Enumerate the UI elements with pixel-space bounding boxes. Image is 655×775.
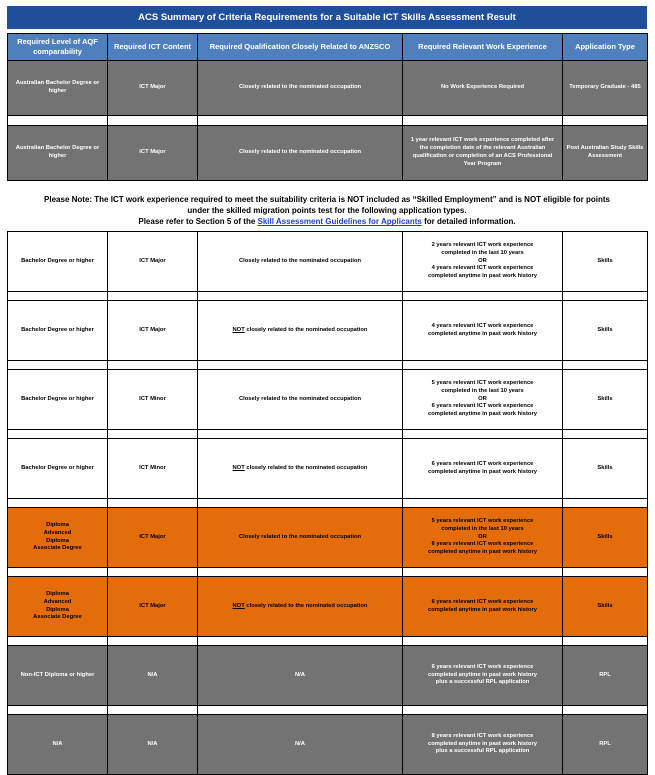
cell-aqf-line: Advanced: [43, 598, 72, 605]
cell-qualification-text: closely related to the nominated occupation: [244, 464, 368, 471]
cell-work-line: 4 years relevant ICT work experience: [431, 322, 534, 329]
table-row: [8, 232, 648, 292]
note-line-2: under the skilled migration points test for the following application types.: [187, 206, 467, 216]
cell-aqf: [8, 232, 108, 292]
cell-aqf: [8, 508, 108, 568]
cell-qualification: [198, 439, 403, 499]
table-spacer-row: [8, 637, 648, 646]
document-title: ACS Summary of Criteria Requirements for a Suitable ICT Skills Assessment Result: [7, 6, 647, 29]
cell-work: [403, 370, 563, 430]
cell-work-line: 2 years relevant ICT work experience: [431, 241, 534, 248]
cell-work-line: plus a successful RPL application: [435, 748, 530, 755]
cell-aqf-line: Diploma: [46, 606, 69, 613]
cell-work-line: completed anytime in past work history: [428, 273, 537, 280]
cell-work-line: 6 years relevant ICT work experience: [431, 598, 534, 605]
cell-ict: ICT Major: [108, 577, 198, 637]
header-ict-content: Required ICT Content: [108, 34, 198, 61]
cell-ict: N/A: [108, 646, 198, 706]
cell-work-line: OR: [478, 257, 487, 264]
cell-work: 1 year relevant ICT work experience completed after the completion date of the relevant Australian qualification or completion of an ACS Professional Year Program: [403, 126, 563, 181]
cell-aqf-line: N/A: [52, 740, 63, 747]
cell-aqf-line: Associate Degree: [33, 545, 82, 552]
cell-ict: ICT Major: [108, 232, 198, 292]
cell-work-line: completed anytime in past work history: [428, 468, 537, 475]
skills-requirements-table: [7, 231, 648, 775]
cell-qualification-text: Closely related to the nominated occupation: [238, 533, 362, 540]
cell-qualification: [198, 370, 403, 430]
cell-qualification: [198, 577, 403, 637]
cell-ict: ICT Major: [108, 126, 198, 181]
cell-aqf-line: Bachelor Degree or higher: [21, 257, 94, 264]
cell-work-line: completed in the last 10 years: [441, 249, 524, 256]
cell-work-line: completed anytime in past work history: [428, 671, 537, 678]
cell-application: Skills: [563, 508, 648, 568]
cell-qualification: Closely related to the nominated occupation: [198, 61, 403, 116]
cell-work: No Work Experience Required: [403, 61, 563, 116]
suitability-note: [7, 194, 647, 228]
cell-application: Skills: [563, 439, 648, 499]
cell-ict: ICT Major: [108, 61, 198, 116]
cell-aqf: [8, 646, 108, 706]
table-row: [8, 646, 648, 706]
cell-qualification: [198, 301, 403, 361]
cell-aqf-line: Bachelor Degree or higher: [21, 395, 94, 402]
table-spacer-row: [8, 430, 648, 439]
cell-aqf: [8, 715, 108, 775]
cell-ict: ICT Major: [108, 301, 198, 361]
table-row: [8, 577, 648, 637]
cell-aqf: [8, 439, 108, 499]
cell-ict: N/A: [108, 715, 198, 775]
cell-application: Temporary Graduate - 485: [563, 61, 648, 116]
cell-work-line: OR: [478, 533, 487, 540]
cell-work: [403, 646, 563, 706]
cell-work: [403, 715, 563, 775]
not-emphasis: NOT: [232, 464, 245, 471]
header-aqf: Required Level of AQF comparability: [8, 34, 108, 61]
cell-qualification: [198, 646, 403, 706]
cell-aqf-line: Bachelor Degree or higher: [21, 326, 94, 333]
cell-ict: ICT Minor: [108, 370, 198, 430]
not-emphasis: NOT: [232, 326, 245, 333]
cell-application: RPL: [563, 715, 648, 775]
cell-aqf: [8, 577, 108, 637]
table-spacer-row: [8, 499, 648, 508]
table-spacer-row: [8, 706, 648, 715]
table-row: [8, 715, 648, 775]
note-line-3-suffix: for detailed information.: [421, 217, 516, 227]
skill-assessment-guidelines-link[interactable]: Skill Assessment Guidelines for Applicants: [257, 217, 422, 227]
cell-work: [403, 301, 563, 361]
cell-aqf-line: Associate Degree: [33, 614, 82, 621]
cell-work-line: 4 years relevant ICT work experience: [431, 265, 534, 272]
table-spacer-row: [8, 361, 648, 370]
cell-work-line: 6 years relevant ICT work experience: [431, 460, 534, 467]
cell-application: RPL: [563, 646, 648, 706]
cell-aqf-line: Non-ICT Diploma or higher: [20, 671, 95, 678]
table-row: [8, 508, 648, 568]
cell-work: [403, 232, 563, 292]
cell-work-line: 6 years relevant ICT work experience: [431, 663, 534, 670]
table-spacer-row: [8, 568, 648, 577]
cell-application: Skills: [563, 301, 648, 361]
header-work-experience: Required Relevant Work Experience: [403, 34, 563, 61]
cell-qualification: [198, 508, 403, 568]
table-row: [8, 439, 648, 499]
cell-ict: ICT Major: [108, 508, 198, 568]
cell-qualification-text: Closely related to the nominated occupation: [238, 257, 362, 264]
cell-work-line: completed anytime in past work history: [428, 549, 537, 556]
cell-work: [403, 508, 563, 568]
cell-aqf-line: Bachelor Degree or higher: [21, 464, 94, 471]
cell-qualification: Closely related to the nominated occupation: [198, 126, 403, 181]
not-emphasis: NOT: [232, 602, 245, 609]
cell-work-line: completed anytime in past work history: [428, 606, 537, 613]
table-row: [8, 301, 648, 361]
cell-aqf-line: Advanced: [43, 529, 72, 536]
cell-aqf: [8, 370, 108, 430]
cell-work-line: 6 years relevant ICT work experience: [431, 541, 534, 548]
cell-work-line: 8 years relevant ICT work experience: [431, 732, 534, 739]
cell-work-line: 5 years relevant ICT work experience: [431, 517, 534, 524]
cell-aqf: [8, 301, 108, 361]
cell-application: Skills: [563, 232, 648, 292]
cell-qualification-text: closely related to the nominated occupation: [244, 602, 368, 609]
header-application-type: Application Type: [563, 34, 648, 61]
cell-work: [403, 439, 563, 499]
cell-work-line: completed anytime in past work history: [428, 330, 537, 337]
cell-work-line: completed in the last 10 years: [441, 387, 524, 394]
table-header-row: [8, 34, 648, 61]
cell-work: [403, 577, 563, 637]
cell-work-line: 6 years relevant ICT work experience: [431, 403, 534, 410]
cell-work-line: completed anytime in past work history: [428, 740, 537, 747]
cell-aqf-line: Diploma: [46, 521, 69, 528]
cell-aqf-line: Diploma: [46, 537, 69, 544]
table-row: [8, 370, 648, 430]
cell-application: Post Australian Study Skills Assessment: [563, 126, 648, 181]
table-row: [8, 126, 648, 181]
table-spacer-row: [8, 116, 648, 126]
cell-work-line: OR: [478, 395, 487, 402]
cell-qualification-text: Closely related to the nominated occupation: [238, 395, 362, 402]
cell-work-line: completed anytime in past work history: [428, 411, 537, 418]
cell-work-line: plus a successful RPL application: [435, 679, 530, 686]
note-line-1: Please Note: The ICT work experience required to meet the suitability criteria is NOT included as “Skilled Employment” and is NOT eligible for points: [44, 195, 610, 204]
note-line-3: [7, 216, 647, 227]
table-row: [8, 61, 648, 116]
top-requirements-table: [7, 33, 648, 181]
cell-aqf-line: Diploma: [46, 590, 69, 597]
cell-qualification: [198, 715, 403, 775]
cell-qualification: [198, 232, 403, 292]
cell-work-line: completed in the last 10 years: [441, 525, 524, 532]
cell-aqf: Australian Bachelor Degree or higher: [8, 61, 108, 116]
cell-qualification-text: N/A: [295, 740, 305, 747]
table-spacer-row: [8, 292, 648, 301]
cell-qualification-text: N/A: [295, 671, 305, 678]
cell-qualification-text: closely related to the nominated occupation: [244, 326, 368, 333]
note-line-3-prefix: Please refer to Section 5 of the: [138, 217, 258, 227]
cell-ict: ICT Minor: [108, 439, 198, 499]
cell-application: Skills: [563, 577, 648, 637]
cell-application: Skills: [563, 370, 648, 430]
cell-aqf: Australian Bachelor Degree or higher: [8, 126, 108, 181]
cell-work-line: 5 years relevant ICT work experience: [431, 379, 534, 386]
header-qualification: Required Qualification Closely Related to ANZSCO: [198, 34, 403, 61]
